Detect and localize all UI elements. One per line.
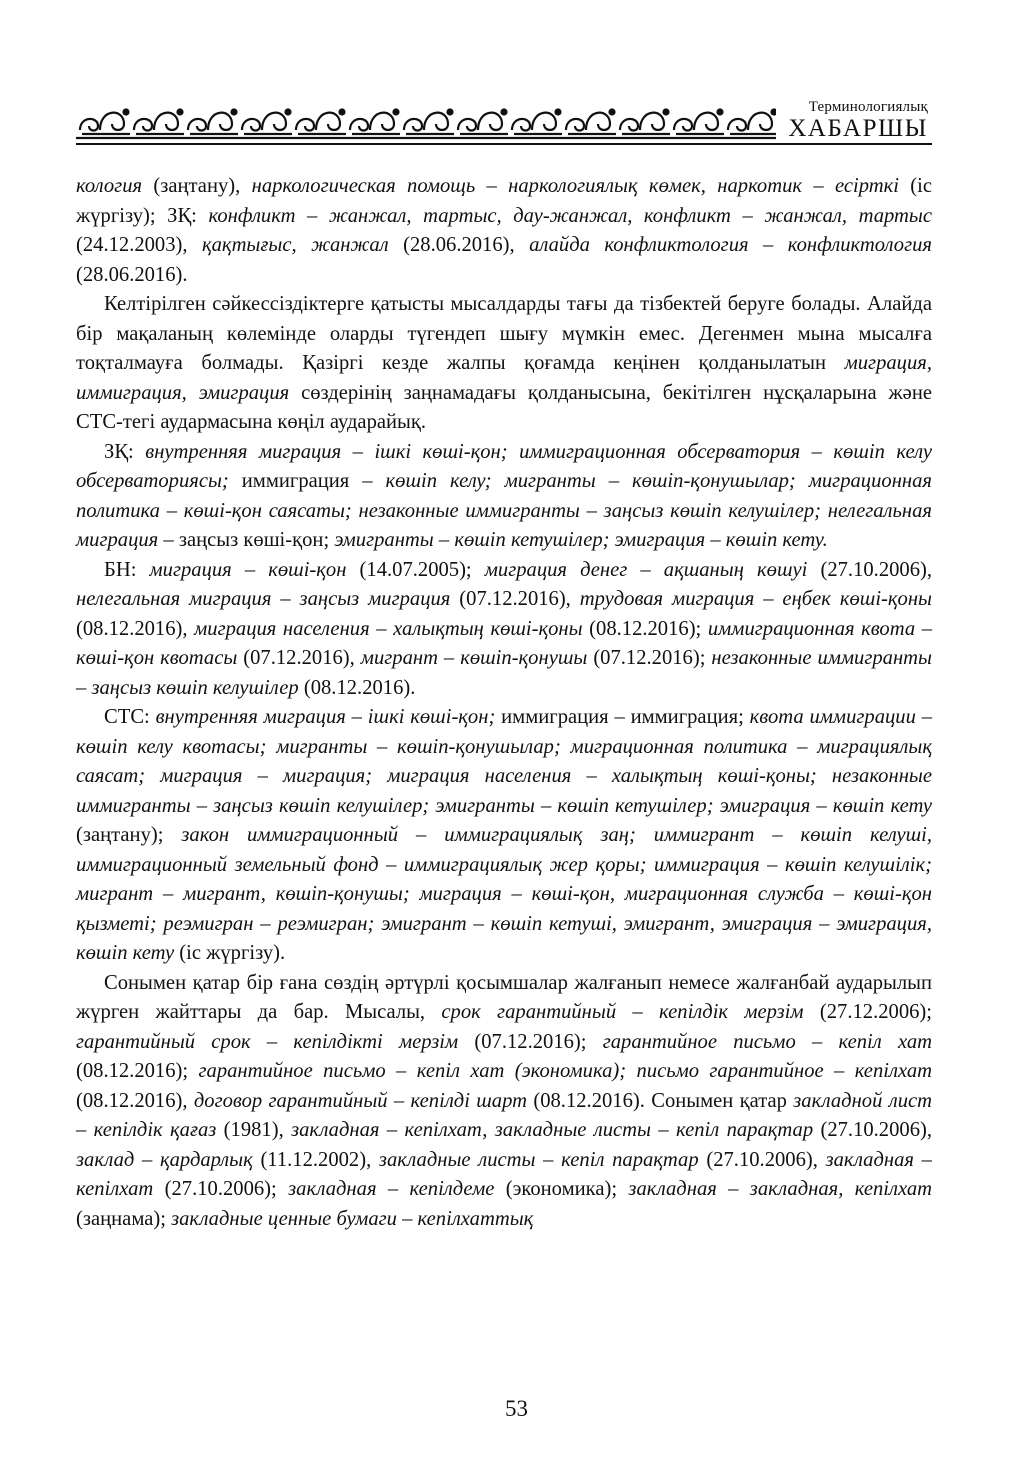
italic-term: миграция денег – ақшаның көшуі bbox=[484, 558, 808, 581]
text-run: (08.12.2016). bbox=[298, 676, 416, 699]
italic-term: закладные ценные бумаги – кепілхаттық bbox=[171, 1207, 534, 1230]
page-number: 53 bbox=[505, 1396, 528, 1421]
text-run: (28.06.2016). bbox=[76, 263, 188, 286]
header-rule bbox=[76, 143, 932, 145]
text-run: Келтірілген сәйкессіздіктерге қатысты мысалдарды тағы да тізбектей беруге болады. Алайда бір мақаланың көлемінде оларды түгендеп шығу мүмкін емес. Дегенмен мына мысалға тоқталмауға болмады. Қазіргі кезде жалпы қоғамда кеңінен қолданылатын bbox=[76, 293, 932, 374]
italic-term: гарантийное письмо – кепіл хат (экономика); письмо гарантийное – кепілхат bbox=[198, 1060, 932, 1082]
ornament-border-icon bbox=[76, 100, 776, 140]
italic-term: внутренняя миграция – ішкі көші-қон; иммиграционная обсерватория – көшіп келу обсерваториясы; bbox=[76, 440, 932, 492]
text-run: (заңнама); bbox=[76, 1207, 172, 1230]
italic-term: срок гарантийный – кепілдік мерзім bbox=[441, 1001, 804, 1023]
journal-title-big: ХАБАРШЫ bbox=[788, 115, 928, 142]
italic-term: миграция населения – халықтың көші-қоны bbox=[194, 617, 583, 640]
text-run: (14.07.2005); bbox=[346, 558, 485, 581]
italic-term: миграция, иммиграция, эмиграция bbox=[76, 352, 932, 404]
italic-term: закладная – кепілхат, закладные листы – кепіл парақтар bbox=[291, 1119, 814, 1141]
italic-term: нелегальная миграция – заңсыз миграция bbox=[76, 588, 451, 610]
italic-term: кология bbox=[76, 175, 143, 197]
text-run: иммиграция – bbox=[228, 470, 386, 492]
page-body bbox=[76, 172, 932, 1234]
text-run: (08.12.2016), bbox=[76, 617, 195, 640]
text-run: (28.06.2016), bbox=[388, 234, 530, 256]
text-run: (08.12.2016); bbox=[582, 617, 708, 640]
italic-term: незаконные иммигранты – заңсыз көшіп келушілер bbox=[76, 647, 933, 699]
italic-term: закладной лист – кепілдік қағаз bbox=[76, 1089, 933, 1141]
journal-title-small: Терминологиялық bbox=[808, 99, 928, 115]
italic-term: договор гарантийный – кепілді шарт bbox=[193, 1089, 528, 1112]
paragraph bbox=[76, 438, 932, 556]
italic-term: закладная – закладная, кепілхат bbox=[628, 1178, 933, 1200]
paragraph bbox=[76, 703, 932, 969]
text-run: (08.12.2016). Сонымен қатар bbox=[527, 1089, 794, 1112]
journal-title bbox=[788, 98, 928, 142]
italic-term: қақтығыс, жанжал bbox=[202, 234, 389, 256]
paragraph bbox=[76, 556, 932, 704]
text-run: (24.12.2003), bbox=[76, 234, 202, 256]
text-run: (заңтану), bbox=[142, 175, 252, 197]
italic-term: көшіп келу; мигранты – көшіп-қонушылар; миграционная политика – көші-қон саясаты; незаконные иммигранты – заңсыз көшіп келушілер; нелегальная миграция – bbox=[76, 470, 932, 551]
text-run: (1981), bbox=[216, 1119, 292, 1141]
text-run: ЗҚ: bbox=[104, 440, 146, 463]
text-run: (27.10.2006), bbox=[813, 1119, 933, 1141]
text-run: (07.12.2016); bbox=[587, 647, 712, 669]
italic-term: алайда конфликтология – конфликтология bbox=[529, 234, 932, 256]
text-run: (заңтану); bbox=[76, 824, 182, 846]
text-run: (07.12.2016), bbox=[450, 588, 580, 610]
paragraph bbox=[76, 969, 932, 1235]
text-run: сөздерінің заңнамадағы қолданысына, бекітілген нұсқаларына және СТС-тегі аудармасына көңіл аударайық. bbox=[76, 381, 932, 433]
italic-term: трудовая миграция – еңбек көші-қоны bbox=[579, 588, 932, 610]
italic-term: гарантийное письмо – кепіл хат bbox=[602, 1030, 932, 1053]
italic-term: иммиграционная квота – көші-қон квотасы bbox=[76, 617, 933, 669]
paragraph bbox=[76, 290, 932, 438]
text-run: (экономика); bbox=[494, 1178, 629, 1200]
running-header bbox=[76, 96, 932, 146]
text-run: заңсыз көші-қон; bbox=[173, 529, 335, 551]
text-run: (07.12.2016), bbox=[237, 647, 361, 669]
text-run: (іс жүргізу); ЗҚ: bbox=[76, 175, 932, 227]
italic-term: заклад – қардарлық bbox=[76, 1148, 253, 1171]
text-run: (07.12.2016); bbox=[458, 1030, 603, 1053]
text-run: (27.12.2006); bbox=[803, 1001, 932, 1023]
italic-term: закладная – кепілдеме bbox=[288, 1178, 495, 1200]
italic-term: квота иммиграции – көшіп келу квотасы; мигранты – көшіп-қонушылар; миграционная политика – миграциялық саясат; миграция – миграция; миграция населения – халықтың көші-қоны; незаконные иммигранты – заңсыз көшіп келушілер; эмигранты – көшіп кетушілер; эмиграция – көшіп кету bbox=[76, 706, 933, 817]
paragraph bbox=[76, 172, 932, 290]
text-run: БН: bbox=[104, 558, 150, 581]
text-run: (08.12.2016), bbox=[76, 1089, 194, 1112]
text-run: Сонымен қатар бір ғана сөздің әртүрлі қосымшалар жалғанып немесе жалғанбай аударылып жүрген жайттары да бар. Мысалы, bbox=[76, 971, 932, 1023]
italic-term: конфликт – жанжал, тартыс, дау-жанжал, конфликт – жанжал, тартыс bbox=[208, 204, 932, 227]
text-run: СТС: bbox=[104, 706, 156, 728]
italic-term: гарантийный срок – кепілдікті мерзім bbox=[76, 1030, 459, 1053]
text-run: (08.12.2016); bbox=[76, 1060, 199, 1082]
text-run: (27.10.2006); bbox=[153, 1178, 289, 1200]
text-run: иммиграция – иммиграция; bbox=[495, 706, 750, 728]
italic-term: миграция – көші-қон bbox=[149, 558, 347, 581]
italic-term: закладная – кепілхат bbox=[76, 1148, 932, 1200]
italic-term: внутренняя миграция – ішкі көші-қон; bbox=[155, 706, 496, 728]
text-run: (іс жүргізу). bbox=[174, 942, 286, 964]
italic-term: закон иммиграционный – иммиграциялық заң; иммигрант – көшіп келуші, иммиграционный земельный фонд – иммиграциялық жер қоры; иммиграция – көшіп келушілік; мигрант – мигрант, көшіп-қонушы; миграция – көші-қон, миграционная служба – көші-қон қызметі; реэмигран – реэмигран; эмигрант – көшіп кетуші, эмигрант, эмиграция – эмиграция, көшіп кету bbox=[76, 824, 933, 964]
text-run: (27.10.2006), bbox=[807, 558, 933, 581]
text-run: (27.10.2006), bbox=[698, 1148, 826, 1171]
italic-term: наркологическая помощь – наркологиялық көмек, наркотик – есірткі bbox=[251, 175, 899, 197]
italic-term: закладные листы – кепіл парақтар bbox=[378, 1148, 699, 1171]
italic-term: эмигранты – көшіп кетушілер; эмиграция – көшіп кету. bbox=[334, 529, 828, 551]
italic-term: мигрант – көшіп-қонушы bbox=[360, 647, 588, 669]
text-run: (11.12.2002), bbox=[252, 1148, 379, 1171]
